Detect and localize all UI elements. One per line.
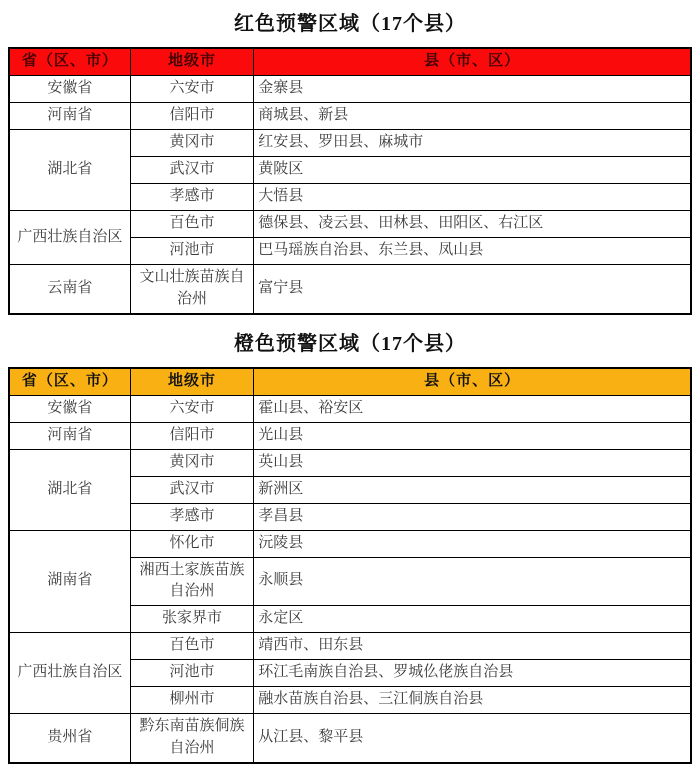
county-cell: 商城县、新县 xyxy=(254,103,691,130)
city-cell: 六安市 xyxy=(130,395,253,422)
orange-warning-title: 橙色预警区域（17个县） xyxy=(234,332,466,355)
province-cell: 贵州省 xyxy=(9,714,130,763)
county-cell: 靖西市、田东县 xyxy=(254,633,691,660)
city-cell: 百色市 xyxy=(130,633,253,660)
city-cell: 黄冈市 xyxy=(130,449,253,476)
county-cell: 富宁县 xyxy=(254,265,691,314)
city-cell: 武汉市 xyxy=(130,476,253,503)
column-header: 省（区、市） xyxy=(9,48,130,76)
county-cell: 从江县、黎平县 xyxy=(254,714,691,763)
county-cell: 光山县 xyxy=(254,422,691,449)
county-cell: 德保县、凌云县、田林县、田阳区、右江区 xyxy=(254,211,691,238)
city-cell: 孝感市 xyxy=(130,184,253,211)
orange-warning-table xyxy=(8,367,692,764)
county-cell: 大悟县 xyxy=(254,184,691,211)
province-cell: 湖北省 xyxy=(9,130,130,211)
table-row xyxy=(9,530,691,557)
county-cell: 融水苗族自治县、三江侗族自治县 xyxy=(254,687,691,714)
province-cell: 湖南省 xyxy=(9,530,130,633)
table-row xyxy=(9,714,691,763)
city-cell: 信阳市 xyxy=(130,103,253,130)
city-cell: 怀化市 xyxy=(130,530,253,557)
county-cell: 英山县 xyxy=(254,449,691,476)
county-cell: 孝昌县 xyxy=(254,503,691,530)
city-cell: 武汉市 xyxy=(130,157,253,184)
header-row xyxy=(9,368,691,396)
province-cell: 广西壮族自治区 xyxy=(9,633,130,714)
red-warning-title: 红色预警区域（17个县） xyxy=(234,13,466,35)
county-cell: 环江毛南族自治县、罗城仫佬族自治县 xyxy=(254,660,691,687)
county-cell: 红安县、罗田县、麻城市 xyxy=(254,130,691,157)
column-header: 县（市、区） xyxy=(254,368,691,396)
county-cell: 新洲区 xyxy=(254,476,691,503)
table-row xyxy=(9,265,691,314)
city-cell: 信阳市 xyxy=(130,422,253,449)
province-cell: 云南省 xyxy=(9,265,130,314)
city-cell: 张家界市 xyxy=(130,606,253,633)
red-warning-table xyxy=(8,47,692,315)
city-cell: 河池市 xyxy=(130,238,253,265)
table-row xyxy=(9,103,691,130)
city-cell: 黄冈市 xyxy=(130,130,253,157)
province-cell: 广西壮族自治区 xyxy=(9,211,130,265)
province-cell: 湖北省 xyxy=(9,449,130,530)
city-cell: 柳州市 xyxy=(130,687,253,714)
table-row xyxy=(9,395,691,422)
province-cell: 安徽省 xyxy=(9,395,130,422)
column-header: 县（市、区） xyxy=(254,48,691,76)
table-row xyxy=(9,422,691,449)
table-row xyxy=(9,76,691,103)
city-cell: 河池市 xyxy=(130,660,253,687)
province-cell: 安徽省 xyxy=(9,76,130,103)
county-cell: 巴马瑶族自治县、东兰县、凤山县 xyxy=(254,238,691,265)
county-cell: 黄陂区 xyxy=(254,157,691,184)
column-header: 地级市 xyxy=(130,368,253,396)
county-cell: 霍山县、裕安区 xyxy=(254,395,691,422)
table-row xyxy=(9,633,691,660)
city-cell: 文山壮族苗族自治州 xyxy=(130,265,253,314)
red-warning-section xyxy=(8,12,692,315)
table-row xyxy=(9,449,691,476)
county-cell: 永定区 xyxy=(254,606,691,633)
county-cell: 金寨县 xyxy=(254,76,691,103)
header-row xyxy=(9,48,691,76)
county-cell: 永顺县 xyxy=(254,557,691,606)
table-row xyxy=(9,211,691,238)
table-row xyxy=(9,130,691,157)
city-cell: 黔东南苗族侗族自治州 xyxy=(130,714,253,763)
column-header: 省（区、市） xyxy=(9,368,130,396)
city-cell: 六安市 xyxy=(130,76,253,103)
city-cell: 百色市 xyxy=(130,211,253,238)
province-cell: 河南省 xyxy=(9,103,130,130)
province-cell: 河南省 xyxy=(9,422,130,449)
city-cell: 孝感市 xyxy=(130,503,253,530)
column-header: 地级市 xyxy=(130,48,253,76)
city-cell: 湘西土家族苗族自治州 xyxy=(130,557,253,606)
county-cell: 沅陵县 xyxy=(254,530,691,557)
orange-warning-section xyxy=(8,332,692,764)
